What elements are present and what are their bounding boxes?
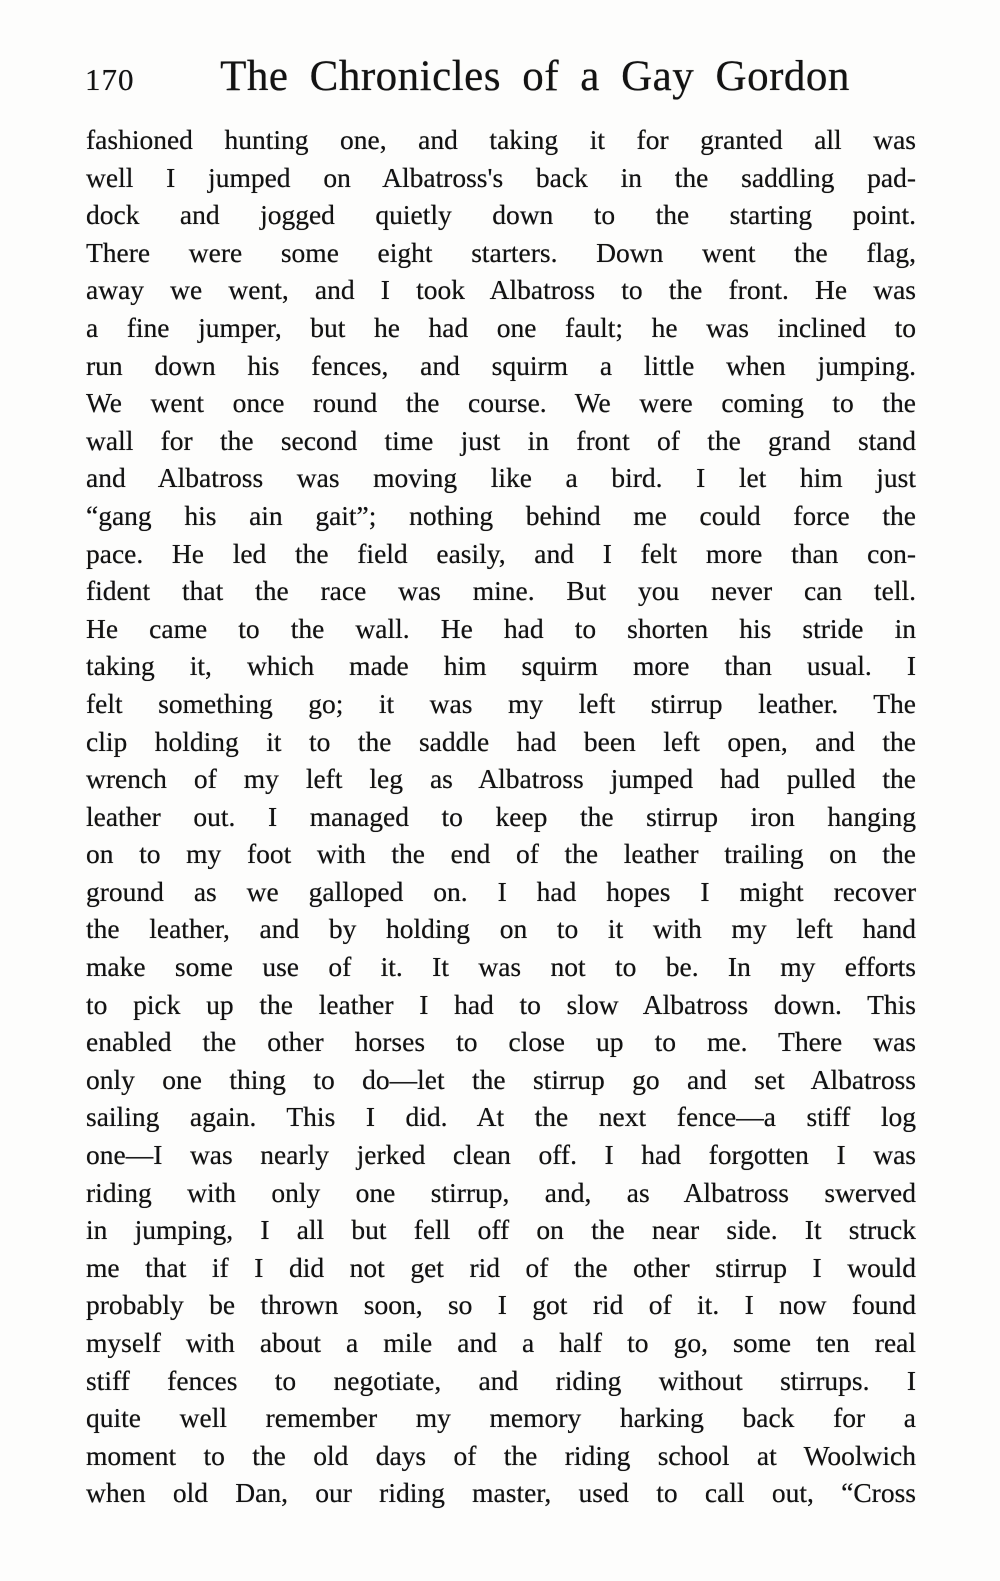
text-line: to pick up the leather I had to slow Albatross down. This [86,988,916,1020]
text-line: pace. He led the field easily, and I felt more than con- [86,537,916,569]
text-line: in jumping, I all but fell off on the near side. It struck [86,1214,916,1246]
text-line: felt something go; it was my left stirrup leather. The [86,687,916,719]
text-line: taking it, which made him squirm more than usual. I [86,650,916,682]
text-line: wrench of my left leg as Albatross jumped had pulled the [86,763,916,795]
text-line: and Albatross was moving like a bird. I let him just [86,462,916,494]
text-line: when old Dan, our riding master, used to call out, “Cross [86,1477,916,1509]
text-line: There were some eight starters. Down went the flag, [86,236,916,268]
text-line: moment to the old days of the riding school at Woolwich [86,1439,916,1471]
text-line: only one thing to do—let the stirrup go and set Albatross [86,1063,916,1095]
text-line: well I jumped on Albatross's back in the saddling pad- [86,161,916,193]
text-line: probably be thrown soon, so I got rid of it. I now found [86,1289,916,1321]
text-line: away we went, and I took Albatross to the front. He was [86,274,916,306]
text-line: leather out. I managed to keep the stirrup iron hanging [86,800,916,832]
body-text [86,121,916,1512]
text-line: fident that the race was mine. But you never can tell. [86,575,916,607]
text-line: quite well remember my memory harking back for a [86,1402,916,1434]
text-line: the leather, and by holding on to it with my left hand [86,913,916,945]
text-line: clip holding it to the saddle had been left open, and the [86,725,916,757]
text-line: He came to the wall. He had to shorten his stride in [86,612,916,644]
text-line: a fine jumper, but he had one fault; he was inclined to [86,311,916,343]
text-line: myself with about a mile and a half to go, some ten real [86,1327,916,1358]
text-line: fashioned hunting one, and taking it for granted all was [86,124,916,155]
text-line: ground as we galloped on. I had hopes I might recover [86,875,916,907]
text-line: enabled the other horses to close up to me. There was [86,1026,916,1058]
text-line: riding with only one stirrup, and, as Albatross swerved [86,1176,916,1208]
text-line: on to my foot with the end of the leather trailing on the [86,838,916,870]
text-line: “gang his ain gait”; nothing behind me could force the [86,499,916,531]
text-line: dock and jogged quietly down to the starting point. [86,199,916,231]
running-header [85,52,915,101]
text-line: run down his fences, and squirm a little when jumping. [86,349,916,381]
text-line: stiff fences to negotiate, and riding without stirrups. I [86,1364,916,1396]
text-line: wall for the second time just in front of the grand stand [86,424,916,456]
text-line: sailing again. This I did. At the next fence—a stiff log [86,1101,916,1133]
page-number: 170 [85,62,135,97]
text-line: make some use of it. It was not to be. In my efforts [86,951,916,983]
text-line: me that if I did not get rid of the other stirrup I would [86,1251,916,1283]
text-line: one—I was nearly jerked clean off. I had forgotten I was [86,1139,916,1171]
text-line: We went once round the course. We were coming to the [86,387,916,419]
running-title: The Chronicles of a Gay Gordon [220,53,850,100]
